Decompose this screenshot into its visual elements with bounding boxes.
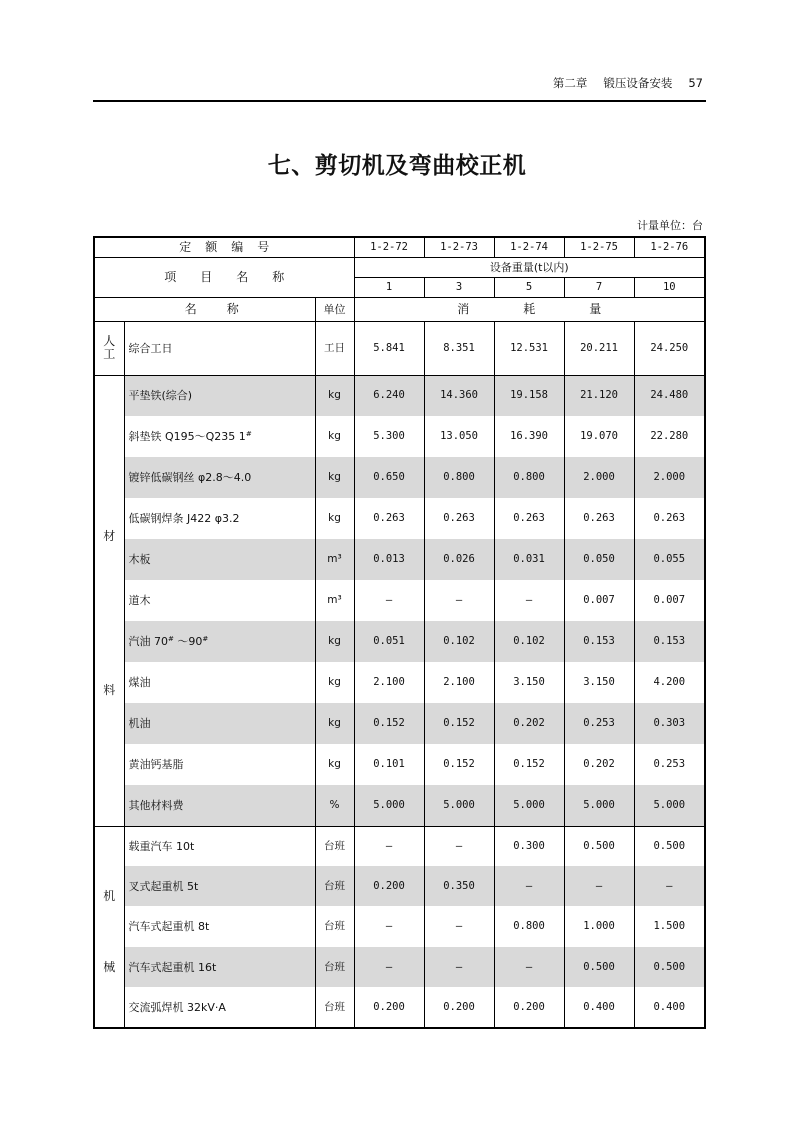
table-row bbox=[94, 457, 705, 498]
value-cell: 0.400 bbox=[564, 987, 634, 1028]
item-name-text: 镀锌低碳钢丝 φ2.8～4.0 bbox=[128, 471, 252, 484]
value-cell: 5.000 bbox=[424, 785, 494, 826]
value-cell: 16.390 bbox=[494, 416, 564, 457]
item-name-text: 斜垫铁 Q195～Q235 1 bbox=[128, 430, 246, 443]
value-cell: 1.500 bbox=[634, 906, 705, 947]
item-name-cell bbox=[124, 416, 315, 457]
value-cell: 24.480 bbox=[634, 375, 705, 416]
category-label bbox=[102, 890, 116, 974]
value-cell: — bbox=[494, 580, 564, 621]
item-name-cell bbox=[124, 987, 315, 1028]
item-unit: kg bbox=[315, 375, 354, 416]
item-name-cell bbox=[124, 621, 315, 662]
item-name-text: 机油 bbox=[128, 717, 151, 730]
item-unit: 台班 bbox=[315, 906, 354, 947]
value-cell: 5.000 bbox=[354, 785, 424, 826]
value-cell: 2.000 bbox=[634, 457, 705, 498]
item-unit: 台班 bbox=[315, 987, 354, 1028]
column-header-row bbox=[94, 297, 705, 321]
value-cell: 0.303 bbox=[634, 703, 705, 744]
value-cell: 2.100 bbox=[354, 662, 424, 703]
value-cell: 13.050 bbox=[424, 416, 494, 457]
item-name-text: ～90 bbox=[173, 635, 203, 648]
table-row bbox=[94, 662, 705, 703]
weight-label: 设备重量(t以内) bbox=[354, 257, 705, 277]
category-cell bbox=[94, 321, 124, 375]
value-cell: 0.263 bbox=[424, 498, 494, 539]
item-unit: kg bbox=[315, 416, 354, 457]
weight-cell: 7 bbox=[564, 277, 634, 297]
table-row bbox=[94, 826, 705, 866]
running-header bbox=[553, 76, 703, 90]
table-row bbox=[94, 416, 705, 457]
item-unit: 台班 bbox=[315, 866, 354, 906]
value-cell: 0.031 bbox=[494, 539, 564, 580]
table-row bbox=[94, 947, 705, 987]
value-cell: 0.400 bbox=[634, 987, 705, 1028]
item-name-text: 载重汽车 10t bbox=[128, 839, 195, 853]
item-name-cell bbox=[124, 580, 315, 621]
value-cell: 0.202 bbox=[494, 703, 564, 744]
quota-code-cell: 1-2-76 bbox=[634, 237, 705, 257]
quota-code-cell: 1-2-74 bbox=[494, 237, 564, 257]
item-name-text: 煤油 bbox=[128, 676, 151, 689]
table-row bbox=[94, 580, 705, 621]
value-cell: 0.200 bbox=[354, 866, 424, 906]
value-cell: 8.351 bbox=[424, 321, 494, 375]
value-cell: — bbox=[354, 906, 424, 947]
value-cell: 0.800 bbox=[494, 457, 564, 498]
item-name-cell bbox=[124, 866, 315, 906]
item-name-text: 汽车式起重机 8t bbox=[128, 920, 210, 933]
item-name-cell bbox=[124, 662, 315, 703]
item-unit: kg bbox=[315, 703, 354, 744]
quota-code-cell: 1-2-75 bbox=[564, 237, 634, 257]
item-unit: % bbox=[315, 785, 354, 826]
item-unit: 台班 bbox=[315, 947, 354, 987]
table-row bbox=[94, 375, 705, 416]
value-cell: — bbox=[354, 947, 424, 987]
value-cell: — bbox=[564, 866, 634, 906]
value-cell: — bbox=[354, 826, 424, 866]
value-cell: 2.000 bbox=[564, 457, 634, 498]
item-unit: m³ bbox=[315, 580, 354, 621]
table-row bbox=[94, 744, 705, 785]
value-cell: 0.800 bbox=[494, 906, 564, 947]
item-name-text: 低碳钢焊条 J422 φ3.2 bbox=[128, 512, 240, 525]
value-cell: 0.350 bbox=[424, 866, 494, 906]
value-cell: 0.051 bbox=[354, 621, 424, 662]
value-cell: — bbox=[424, 580, 494, 621]
value-cell: 0.007 bbox=[564, 580, 634, 621]
value-cell: — bbox=[494, 866, 564, 906]
value-cell: — bbox=[424, 947, 494, 987]
item-unit: kg bbox=[315, 662, 354, 703]
item-name-cell bbox=[124, 321, 315, 375]
value-cell: 0.253 bbox=[564, 703, 634, 744]
item-name-text: 综合工日 bbox=[128, 341, 173, 355]
section-label: 锻压设备安装 bbox=[603, 76, 673, 90]
value-cell: 0.152 bbox=[354, 703, 424, 744]
category-char: 工 bbox=[103, 347, 116, 361]
value-cell: 24.250 bbox=[634, 321, 705, 375]
value-cell: 19.158 bbox=[494, 375, 564, 416]
value-cell: 22.280 bbox=[634, 416, 705, 457]
value-cell: 3.150 bbox=[564, 662, 634, 703]
value-cell: 0.026 bbox=[424, 539, 494, 580]
value-cell: 0.200 bbox=[494, 987, 564, 1028]
value-cell: 5.000 bbox=[494, 785, 564, 826]
item-name-superscript: # bbox=[245, 430, 252, 438]
item-name-cell bbox=[124, 375, 315, 416]
value-cell: 5.000 bbox=[564, 785, 634, 826]
value-cell: 5.841 bbox=[354, 321, 424, 375]
item-name-text: 其他材料费 bbox=[128, 798, 184, 812]
value-cell: 0.263 bbox=[564, 498, 634, 539]
value-cell: — bbox=[634, 866, 705, 906]
table-row bbox=[94, 906, 705, 947]
value-cell: 0.500 bbox=[634, 947, 705, 987]
value-cell: 0.253 bbox=[634, 744, 705, 785]
item-name-text: 汽车式起重机 16t bbox=[128, 960, 217, 974]
value-cell: 0.102 bbox=[424, 621, 494, 662]
value-cell: — bbox=[494, 947, 564, 987]
value-cell: 0.153 bbox=[564, 621, 634, 662]
item-name-text: 道木 bbox=[128, 594, 151, 607]
value-cell: 0.263 bbox=[634, 498, 705, 539]
value-cell: 0.500 bbox=[564, 947, 634, 987]
weight-cell: 3 bbox=[424, 277, 494, 297]
value-cell: 0.500 bbox=[634, 826, 705, 866]
item-name-text: 平垫铁(综合) bbox=[128, 389, 193, 403]
item-unit: kg bbox=[315, 744, 354, 785]
item-unit: m³ bbox=[315, 539, 354, 580]
category-char: 材 bbox=[103, 529, 116, 543]
value-cell: 0.200 bbox=[424, 987, 494, 1028]
item-unit: 工日 bbox=[315, 321, 354, 375]
value-cell: 0.263 bbox=[494, 498, 564, 539]
value-cell: — bbox=[424, 826, 494, 866]
item-name-cell bbox=[124, 539, 315, 580]
value-cell: 0.050 bbox=[564, 539, 634, 580]
table-row bbox=[94, 539, 705, 580]
consumption-header: 消耗量 bbox=[354, 297, 705, 321]
value-cell: — bbox=[424, 906, 494, 947]
item-name-cell bbox=[124, 947, 315, 987]
unit-header: 单位 bbox=[315, 297, 354, 321]
item-name-cell bbox=[124, 906, 315, 947]
value-cell: 0.202 bbox=[564, 744, 634, 785]
item-name-text: 黄油钙基脂 bbox=[128, 758, 184, 771]
item-name-text: 交流弧焊机 32kV·A bbox=[128, 1000, 226, 1014]
name-header: 名称 bbox=[94, 297, 315, 321]
category-char: 械 bbox=[103, 959, 116, 974]
table-row bbox=[94, 866, 705, 906]
table-row bbox=[94, 987, 705, 1028]
value-cell: 12.531 bbox=[494, 321, 564, 375]
weight-cell: 5 bbox=[494, 277, 564, 297]
value-cell: 3.150 bbox=[494, 662, 564, 703]
table-row bbox=[94, 621, 705, 662]
value-cell: 0.102 bbox=[494, 621, 564, 662]
value-cell: 0.101 bbox=[354, 744, 424, 785]
page-number: 57 bbox=[688, 76, 703, 90]
page-title: 七、剪切机及弯曲校正机 bbox=[267, 153, 527, 179]
value-cell: 14.360 bbox=[424, 375, 494, 416]
item-unit: kg bbox=[315, 621, 354, 662]
value-cell: 0.263 bbox=[354, 498, 424, 539]
item-unit: 台班 bbox=[315, 826, 354, 866]
weight-cell: 1 bbox=[354, 277, 424, 297]
value-cell: 21.120 bbox=[564, 375, 634, 416]
item-name-cell bbox=[124, 457, 315, 498]
value-cell: — bbox=[354, 580, 424, 621]
weight-label-row bbox=[94, 257, 705, 277]
value-cell: 0.300 bbox=[494, 826, 564, 866]
category-label bbox=[102, 335, 116, 361]
table-row bbox=[94, 498, 705, 539]
quota-code-cell: 1-2-72 bbox=[354, 237, 424, 257]
value-cell: 0.055 bbox=[634, 539, 705, 580]
category-cell bbox=[94, 826, 124, 1028]
category-char: 机 bbox=[103, 888, 116, 903]
value-cell: 20.211 bbox=[564, 321, 634, 375]
table-row bbox=[94, 785, 705, 826]
table-row bbox=[94, 321, 705, 375]
value-cell: 2.100 bbox=[424, 662, 494, 703]
value-cell: 0.013 bbox=[354, 539, 424, 580]
item-name-text: 叉式起重机 5t bbox=[128, 879, 199, 893]
category-char: 人 bbox=[103, 334, 116, 348]
item-name-text: 汽油 70 bbox=[128, 635, 168, 648]
category-char: 料 bbox=[103, 683, 116, 697]
quota-code-cell: 1-2-73 bbox=[424, 237, 494, 257]
value-cell: 19.070 bbox=[564, 416, 634, 457]
item-name-superscript: # bbox=[202, 635, 209, 643]
category-label bbox=[102, 530, 116, 697]
value-cell: 5.300 bbox=[354, 416, 424, 457]
value-cell: 0.800 bbox=[424, 457, 494, 498]
value-cell: 5.000 bbox=[634, 785, 705, 826]
quota-body bbox=[94, 321, 705, 1028]
quota-code-label: 定额编号 bbox=[94, 237, 354, 257]
value-cell: 0.153 bbox=[634, 621, 705, 662]
weight-cell: 10 bbox=[634, 277, 705, 297]
value-cell: 0.152 bbox=[424, 703, 494, 744]
value-cell: 0.650 bbox=[354, 457, 424, 498]
quota-table bbox=[93, 236, 706, 1029]
code-row bbox=[94, 237, 705, 257]
item-unit: kg bbox=[315, 457, 354, 498]
chapter-label: 第二章 bbox=[552, 76, 588, 90]
header-rule bbox=[93, 100, 706, 102]
item-name-text: 木板 bbox=[128, 553, 151, 566]
item-name-cell bbox=[124, 498, 315, 539]
item-name-cell bbox=[124, 703, 315, 744]
category-cell bbox=[94, 375, 124, 826]
value-cell: 0.152 bbox=[494, 744, 564, 785]
item-name-superscript: # bbox=[168, 635, 174, 643]
value-cell: 0.007 bbox=[634, 580, 705, 621]
value-cell: 0.200 bbox=[354, 987, 424, 1028]
value-cell: 0.500 bbox=[564, 826, 634, 866]
value-cell: 4.200 bbox=[634, 662, 705, 703]
table-row bbox=[94, 703, 705, 744]
item-name-cell bbox=[124, 744, 315, 785]
item-unit: kg bbox=[315, 498, 354, 539]
item-name-cell bbox=[124, 826, 315, 866]
item-name-label: 项目名称 bbox=[94, 257, 354, 297]
value-cell: 1.000 bbox=[564, 906, 634, 947]
item-name-cell bbox=[124, 785, 315, 826]
value-cell: 6.240 bbox=[354, 375, 424, 416]
unit-note: 计量单位：台 bbox=[637, 219, 703, 232]
value-cell: 0.152 bbox=[424, 744, 494, 785]
